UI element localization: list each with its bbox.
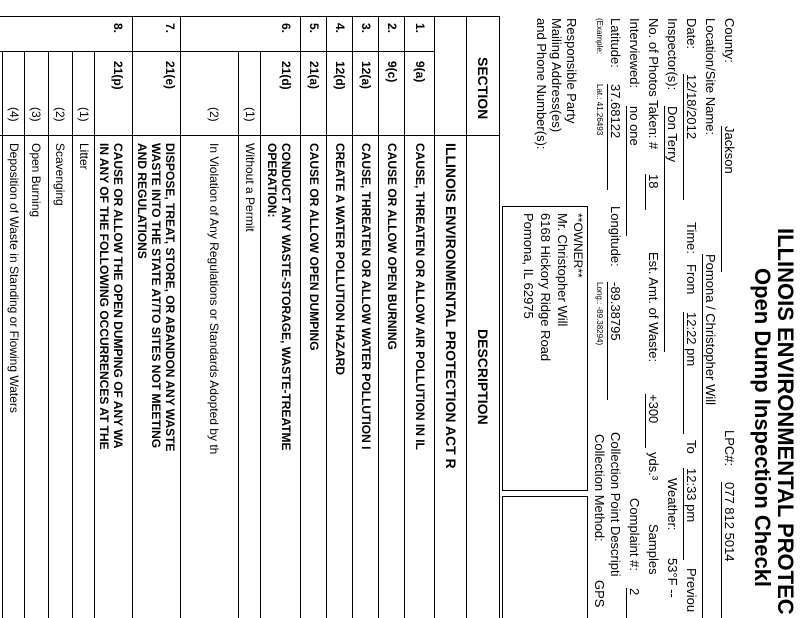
right-box (502, 496, 588, 618)
county-value: Jackson (721, 126, 737, 272)
est-amt-label: Est. Amt. of Waste: (646, 252, 661, 363)
lpc-label: LPC#: (722, 430, 737, 467)
inspectors-label: Inspector(s): (665, 18, 680, 91)
violations-table: SECTION DESCRIPTION ILLINOIS ENVIRONMENTAL PROTECTION ACT R 1. 9(a) CAUSE, THREATEN OR ALLOW AIR POLLUTION IN IL 2. 9(c) CAUSE OR ALLOW OPEN BURNING 3. 12(a) CAUSE, THREATEN OR ALLOW WATER POLLUTION I 4. 12(d) CREATE A WATER POLLUTION HAZARD 5. 21(a) CAUSE OR ALLOW OPEN DUMPING 6. 21(d) CONDUCT ANY WASTE-STORAGE, WASTE-TREATME OPERATION: (1) Without a Permit (2) In Violation of Any Regulations or Standards Adopted by th 7. 21(e) DISPOSE, TREAT, STORE, OR ABANDON ANY WASTE WASTE INTO THE STATE AT/TO SITES NOT MEETING AND REGULATIONS 8. 21(p) CAUSE OR ALLOW THE OPEN DUMPING OF ANY WA IN ANY OF THE FOLLOWING OCCURRENCES AT THE (1) Litter (2) Scavenging (3) Open Burning (4) Deposition of Waste in Standing or Flowing Waters (0, 16, 500, 618)
collection-method-label: Collection Method: (592, 434, 607, 542)
time-to-label: To (684, 440, 699, 454)
est-amt-value: +300 (645, 394, 661, 448)
long-example: Long.: -89.38294) (595, 282, 604, 346)
weather-value: 53°F -- (665, 558, 680, 598)
act-header: ILLINOIS ENVIRONMENTAL PROTECTION ACT R (443, 143, 459, 469)
form-subtitle: Open Dump Inspection Checkl (750, 268, 775, 588)
owner-name: Mr. Christopher Will (555, 213, 570, 327)
inspector-value: Don Terry (664, 106, 680, 352)
photos-label: No. of Photos Taken: # (646, 18, 661, 150)
time-label: Time: (684, 222, 699, 255)
collection-method-value: GPS (592, 580, 607, 608)
owner-box (502, 206, 588, 491)
lat-example: Lat.: 41.26493 (595, 84, 604, 136)
yds-label: yds.³ (646, 452, 661, 481)
form-title: ILLINOIS ENVIRONMENTAL PROTEC (773, 228, 798, 615)
location-label: Location/Site Name: (703, 18, 718, 136)
col-section-header: SECTION (475, 57, 491, 120)
previous-label: Previou (684, 568, 699, 613)
longitude-value: -89.38795 (607, 282, 623, 400)
col-description-header: DESCRIPTION (475, 329, 491, 425)
date-label: Date: (684, 18, 699, 50)
responsible-label-2: Mailing Address(es) (549, 18, 564, 133)
county-label: County: (722, 18, 737, 63)
date-value: 12/18/2012 (683, 74, 699, 200)
longitude-label: Longitude: (608, 206, 623, 267)
photos-value: 18 (645, 174, 661, 210)
owner-tag: **OWNER** (571, 213, 585, 278)
interviewed-value: no one (626, 106, 642, 236)
collection-point-label: Collection Point Descripti (608, 432, 623, 577)
time-to-value: 12:33 pm (683, 468, 699, 560)
lpc-value: 077 812 5014 (721, 482, 737, 618)
time-from-label: From (684, 264, 699, 295)
responsible-label-1: Responsible Party (564, 18, 579, 124)
interviewed-label: Interviewed: (627, 18, 642, 89)
location-value: Pomona / Christopher Will (702, 254, 718, 618)
weather-label: Weather: (665, 478, 680, 531)
samples-label: Samples (646, 524, 661, 575)
time-from-value: 12:22 pm (683, 312, 699, 434)
latitude-value: 37.68122 (607, 84, 623, 190)
owner-street: 6168 Hickory Ridge Road (538, 213, 553, 362)
complaint-value: 2 (626, 588, 642, 618)
complaint-label: Complaint #: (627, 498, 642, 571)
latitude-label: Latitude: (608, 18, 623, 68)
responsible-label-3: and Phone Number(s): (534, 18, 549, 150)
example-label: (Example: (595, 18, 604, 55)
owner-city: Pomona, IL 62975 (521, 213, 536, 319)
